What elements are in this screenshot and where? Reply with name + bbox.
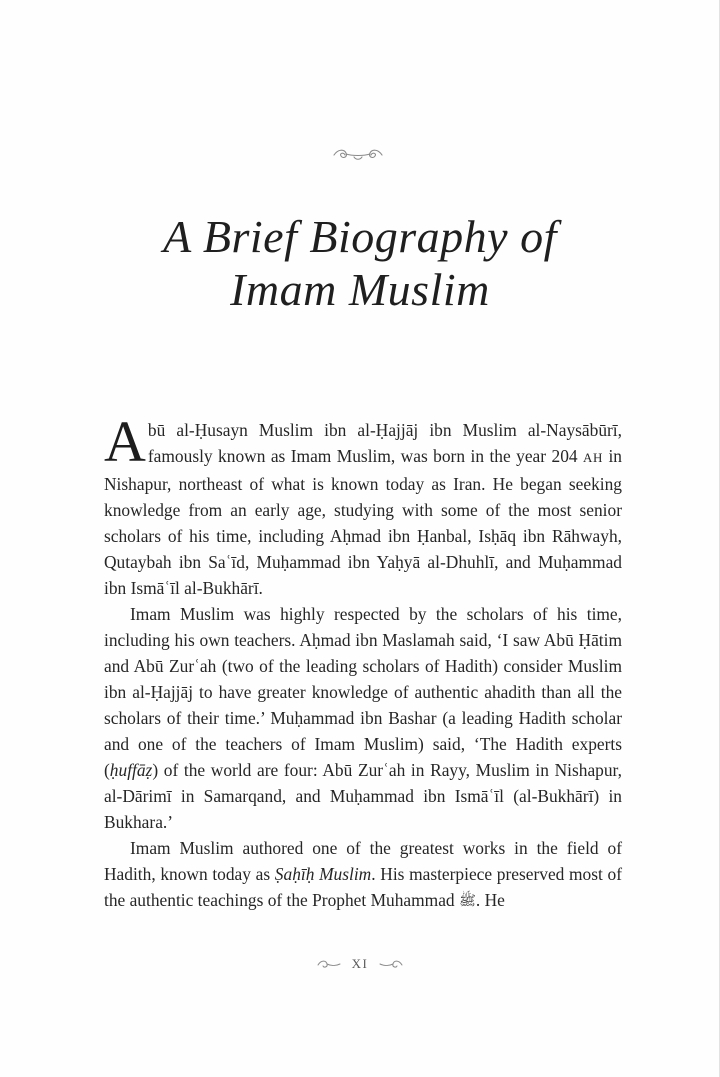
paragraph-1-text-a: bū al-Ḥusayn Muslim ibn al-Ḥajjāj ibn Muslim al-Naysābūrī, famously known as Imam Muslim, was born in the year 204 [147, 420, 622, 466]
page-number: XI [351, 956, 369, 972]
paragraph-3-text-c: . He [475, 890, 505, 910]
salutation-glyph: ﷺ [458, 894, 476, 909]
paragraph-1-text-b: in Nishapur, northeast of what is known today as Iran. He began seeking knowledge from an early age, studying with some of the most senior scholars of his time, including Aḥmad ibn Ḥanbal, Isḥāq ibn Rāhwayh, Qutaybah ibn Saʿīd, Muḥammad ibn Yaḥyā al-Dhuhlī, and Muḥammad ibn Ismāʿīl al-Bukhārī. [104, 446, 623, 598]
body-text [104, 409, 623, 915]
paragraph-3-text-a: Imam Muslim authored one of the greatest works in the field of Hadith, known today as [104, 838, 622, 884]
scroll-ornament-icon [378, 958, 404, 970]
paragraph-3 [104, 835, 622, 915]
paragraph-2 [104, 601, 622, 835]
term-huffaz: ḥuffāẓ [109, 760, 153, 780]
paragraph-2-text-b: ) of the world are four: Abū Zurʿah in Rayy, Muslim in Nishapur, al-Dārimī in Samarqand, and Muḥammad ibn Ismāʿīl (al-Bukhārī) in Bukhara.’ [104, 760, 622, 832]
paragraph-1 [104, 409, 623, 601]
paragraph-3-text-b: . His masterpiece preserved most of the authentic teachings of the Prophet Muhammad [104, 864, 622, 910]
era-abbreviation: AH [583, 450, 604, 465]
chapter-title-line-1: A Brief Biography of [163, 211, 557, 262]
page-footer [0, 955, 720, 975]
scroll-ornament-icon [330, 146, 386, 162]
drop-cap: A [104, 409, 146, 474]
chapter-title-line-2: Imam Muslim [230, 264, 490, 315]
scroll-ornament-icon [316, 958, 342, 970]
book-title: Ṣaḥīḥ Muslim [274, 864, 372, 884]
paragraph-2-text-a: Imam Muslim was highly respected by the scholars of his time, including his own teachers. Aḥmad ibn Maslamah said, ‘I saw Abū Ḥātim and Abū Zurʿah (two of the leading scholars of Hadith) consider Muslim ibn al-Ḥajjāj to have greater knowledge of authentic ahadith than all the scholars of their time.’ Muḥammad ibn Bashar (a leading Hadith scholar and one of the teachers of Imam Muslim) said, ‘The Hadith experts ( [104, 604, 622, 780]
